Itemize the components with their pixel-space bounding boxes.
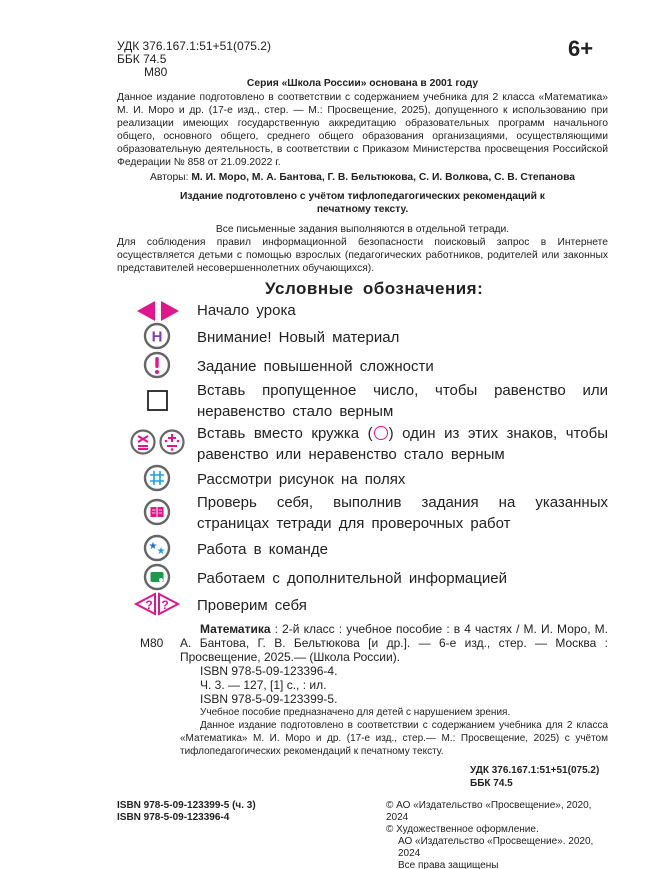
comparison-text-before: Вставь вместо кружка ( — [197, 425, 373, 442]
exclamation-icon — [143, 351, 171, 379]
biblio-description: : 2-й класс : учебное пособие : в 4 частях / М. И. Моро, М. А. Бантова, Г. В. Бельтюкова [и др.]. — 6-е изд., стер. — Москва : Просвещение, 2025.— (Школа России). — [180, 622, 608, 664]
biblio-bbk: ББК 74.5 — [470, 778, 513, 789]
biblio-classification — [470, 764, 608, 790]
legend-row — [130, 568, 608, 595]
svg-text:★: ★ — [156, 546, 166, 557]
biblio-note-vision: Учебное пособие предназначено для детей с нарушением зрения. — [200, 707, 511, 718]
bbk: ББК 74.5 — [117, 52, 167, 66]
book-icon — [143, 498, 171, 526]
legend-row — [130, 492, 608, 539]
comparison-signs-icon — [130, 428, 186, 456]
legend-item-comparison — [197, 423, 608, 465]
copyright-design-publisher: АО «Издательство «Просвещение». 2020, 2024 — [398, 836, 594, 859]
udk: УДК 376.167.1:51+51(075.2) — [117, 39, 271, 53]
legend-row — [130, 300, 608, 327]
footer-isbn-part: ISBN 978-5-09-123399-5 (ч. 3) — [117, 800, 256, 811]
all-rights-reserved: Все права защищены — [398, 860, 499, 869]
biblio-record — [180, 622, 608, 664]
comparison-text-after: ) один из этих знаков, чтобы равенство или неравенство стало верным — [197, 425, 608, 463]
legend-title: Условные обозначения: — [265, 279, 484, 298]
classification-block — [117, 40, 271, 79]
legend-item-check-workbook: Проверь себя, выполнив задания на указанных страницах тетради для проверочных работ — [197, 494, 608, 532]
authors: М. И. Моро, М. А. Бантова, Г. В. Бельтюкова, С. И. Волкова, С. В. Степанова — [191, 172, 575, 183]
authors-label: Авторы: — [150, 172, 189, 183]
svg-text:★: ★ — [148, 541, 158, 552]
svg-text:?: ? — [145, 598, 153, 612]
footer-isbn-all: ISBN 978-5-09-123396-4 — [117, 812, 230, 823]
intro-paragraph: Данное издание подготовлено в соответствии с содержанием учебника для 2 класса «Математика» М. И. Моро и др. (17-е изд., стер. — М.: Просвещение, 2025), допущенного к использованию при реализации имеющих государственную аккредитацию образовательных программ начального общего, основного общего, среднего общего образования организациями, осуществляющими образовательную деятельность, в соответствии с Приказом Министерства просвещения Российской Федерации № 858 от 21.09.2022 г. — [117, 92, 608, 168]
circle-symbol-icon — [374, 426, 388, 440]
top-text-flow — [117, 77, 608, 299]
legend-row — [130, 469, 608, 492]
biblio-details — [180, 664, 608, 706]
copyright-block — [386, 800, 608, 869]
legend-item-missing-number: Вставь пропущенное число, чтобы равенство или неравенство стало верным — [197, 382, 608, 420]
legend-row — [130, 539, 608, 568]
legend-row — [130, 595, 608, 619]
biblio-code: М80 — [140, 636, 164, 650]
footer-isbns — [117, 800, 256, 869]
biblio-part: Ч. 3. — 127, [1] с., : ил. — [200, 678, 327, 692]
biblio-title: Математика — [200, 622, 271, 636]
series-note: Серия «Школа России» основана в 2001 году — [246, 78, 479, 89]
copyright-publisher: © АО «Издательство «Просвещение», 2020, 2024 — [386, 800, 592, 823]
lesson-start-arrows-icon — [137, 300, 179, 322]
age-rating: 6+ — [568, 36, 594, 61]
legend-row — [130, 380, 608, 423]
author-code: М80 — [144, 65, 168, 79]
legend-item-lesson-start: Начало урока — [197, 302, 296, 319]
folder-info-icon — [143, 563, 171, 591]
empty-square-icon — [147, 390, 168, 411]
biblio-isbn-part: ISBN 978-5-09-123399-5. — [200, 692, 338, 706]
svg-text:H: H — [151, 328, 163, 346]
legend-item-teamwork: Работа в команде — [197, 541, 328, 558]
legend-item-look-picture: Рассмотри рисунок на полях — [197, 471, 406, 488]
legend-item-extra-info: Работаем с дополнительной информацией — [197, 570, 507, 587]
biblio-isbn-set: ISBN 978-5-09-123396-4. — [200, 664, 338, 678]
legend-item-hard-task: Задание повышенной сложности — [197, 358, 434, 375]
notebook-note: Все письменные задания выполняются в отдельной тетради. — [215, 224, 510, 235]
tiflo-note: Издание подготовлено с учётом тифлопедагогических рекомендаций к печатному тексту. — [180, 191, 545, 215]
legend-row — [130, 327, 608, 356]
new-material-h-icon — [143, 322, 171, 350]
svg-text:?: ? — [161, 598, 169, 612]
legend-row — [130, 423, 608, 469]
copyright-design: © Художественное оформление. — [386, 824, 539, 835]
biblio-note-edition: Данное издание подготовлено в соответствии с содержанием учебника для 2 класса «Математика» М. И. Моро и др. (17-е изд., стер.— М.: Просвещение, 2025) с учётом тифлопедагогических рекомендаций к печатному тексту. — [180, 720, 608, 757]
biblio-udk: УДК 376.167.1:51+51(075.2) — [470, 765, 600, 776]
stars-team-icon — [143, 534, 171, 562]
legend-row — [130, 356, 608, 380]
authors-line — [117, 171, 608, 184]
safety-note: Для соблюдения правил информационной безопасности поисковый запрос в Интернете осуществляется детьми с помощью взрослых (педагогических работников, родителей или законных представителей несовершеннолетних обучающихся). — [117, 237, 608, 274]
legend-item-self-check: Проверим себя — [197, 597, 307, 614]
grid-icon — [143, 464, 171, 492]
biblio-record-wrap — [117, 622, 608, 790]
legend-item-new-material: Внимание! Новый материал — [197, 329, 400, 346]
biblio-block — [117, 622, 608, 869]
legend — [130, 300, 608, 619]
footer — [117, 800, 608, 869]
question-arrows-icon — [134, 592, 180, 616]
